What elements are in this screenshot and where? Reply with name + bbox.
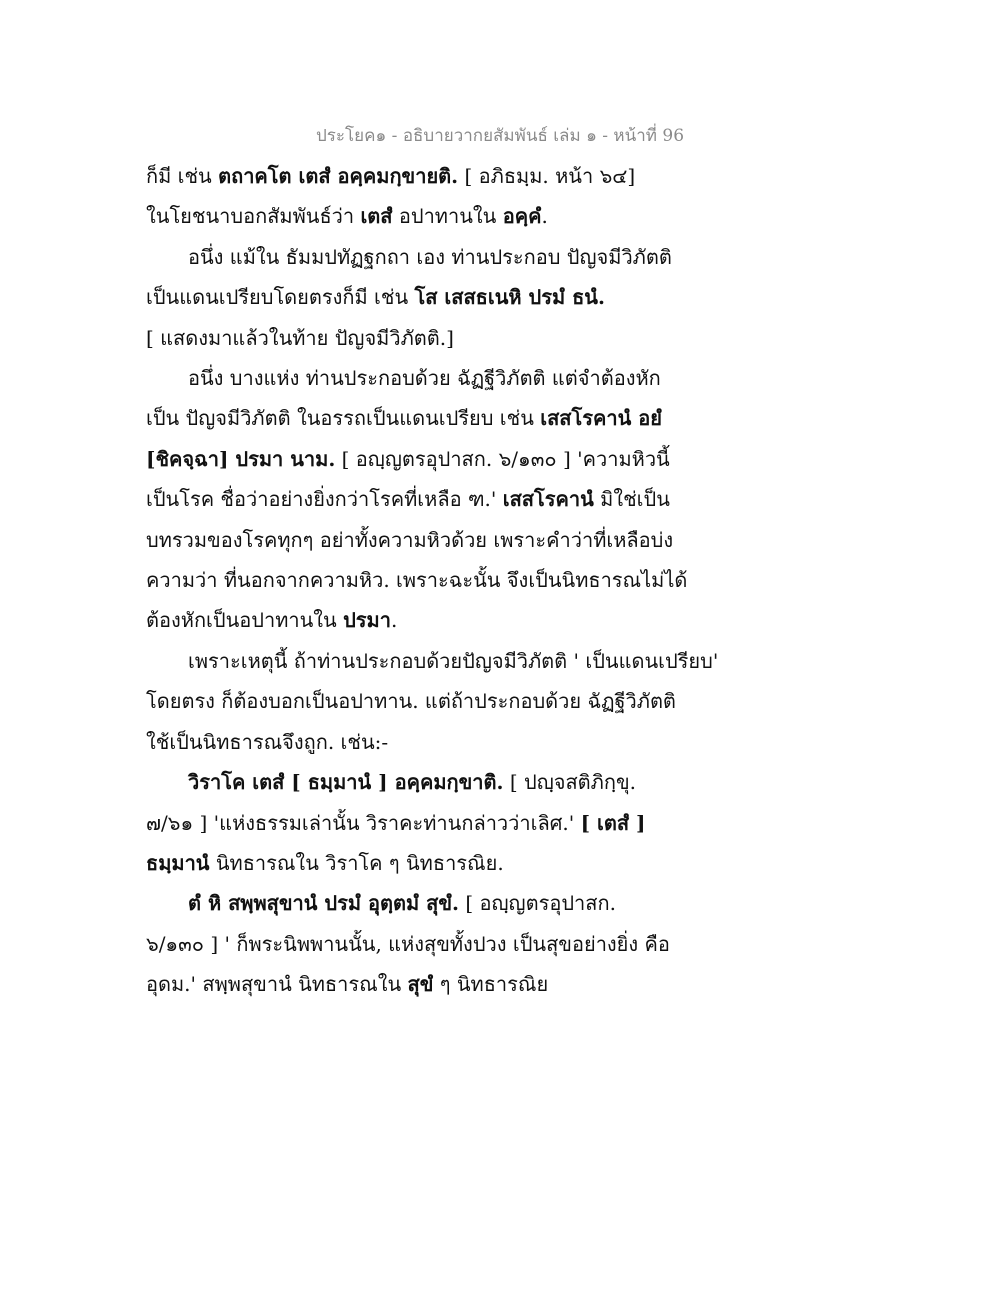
text-line bbox=[146, 641, 866, 681]
text-line bbox=[146, 520, 866, 560]
text-segment: [ ปญฺจสติภิกฺขุ. bbox=[503, 770, 636, 795]
text-segment: ในโยชนาบอกสัมพันธ์ว่า bbox=[146, 204, 361, 229]
text-line bbox=[146, 600, 866, 640]
bold-pali-text: เสสโรคานํ อยํ bbox=[540, 406, 662, 431]
bold-pali-text: วิราโค เตสํ [ ธมฺมานํ ] อคฺคมกฺขาติ. bbox=[188, 770, 504, 795]
text-line bbox=[146, 722, 866, 762]
text-line bbox=[146, 560, 866, 600]
text-segment: [ อญฺญตรอุปาสก. ๖/๑๓๐ ] 'ความหิวนี้ bbox=[335, 446, 670, 471]
text-line bbox=[146, 964, 866, 1004]
bold-pali-text: [ชิคจฺฉา] ปรมา นาม. bbox=[146, 446, 336, 471]
text-segment: ก็มี เช่น bbox=[146, 164, 219, 188]
bold-pali-text: โส เสสธเนหิ ปรมํ ธนํ. bbox=[414, 285, 605, 310]
text-segment: [ อภิธมฺม. หน้า ๖๔] bbox=[458, 164, 636, 188]
bold-pali-text: ปรมา bbox=[343, 608, 391, 633]
text-line bbox=[146, 681, 866, 721]
bold-pali-text: [ เตสํ ] bbox=[580, 810, 646, 835]
text-segment: ความว่า ที่นอกจากความหิว. เพราะฉะนั้น จึงเป็นนิทธารณไม่ได้ bbox=[146, 568, 688, 593]
text-line bbox=[146, 358, 866, 398]
text-segment: [ อญฺญตรอุปาสก. bbox=[458, 891, 616, 916]
bold-pali-text: เตสํ bbox=[360, 204, 393, 229]
text-segment: อปาทานใน bbox=[392, 204, 503, 229]
text-segment: อนึ่ง บางแห่ง ท่านประกอบด้วย ฉัฏฐีวิภัตติ แต่จำต้องหัก bbox=[188, 366, 661, 391]
text-line bbox=[146, 196, 866, 236]
text-segment: บทรวมของโรคทุกๆ อย่าทั้งความหิวด้วย เพราะคำว่าที่เหลือบ่ง bbox=[146, 527, 674, 552]
text-segment: เป็น ปัญจมีวิภัตติ ในอรรถเป็นแดนเปรียบ เช่น bbox=[146, 406, 541, 431]
text-segment: ต้องหักเป็นอปาทานใน bbox=[146, 608, 344, 633]
bold-pali-text: ธมฺมานํ bbox=[146, 850, 210, 875]
text-line bbox=[146, 479, 866, 519]
text-line bbox=[146, 803, 866, 843]
text-segment: เป็นโรค ชื่อว่าอย่างยิ่งกว่าโรคที่เหลือ ฑ.' bbox=[146, 487, 503, 512]
bold-pali-text: ตถาคโต เตสํ อคฺคมกฺขายติ. bbox=[218, 164, 459, 188]
text-segment: เป็นแดนเปรียบโดยตรงก็มี เช่น bbox=[146, 285, 415, 310]
bold-pali-text: อคฺคํ bbox=[502, 204, 542, 229]
text-line bbox=[146, 843, 866, 883]
text-segment: ใช้เป็นนิทธารณจึงถูก. เช่น:- bbox=[146, 729, 389, 754]
text-segment: โดยตรง ก็ต้องบอกเป็นอปาทาน. แต่ถ้าประกอบด้วย ฉัฏฐีวิภัตติ bbox=[146, 689, 676, 714]
text-segment: อุดม.' สพฺพสุขานํ นิทธารณใน bbox=[146, 972, 408, 997]
page-header bbox=[0, 122, 1000, 149]
text-line bbox=[146, 318, 866, 358]
bold-pali-text: สุขํ bbox=[407, 972, 434, 997]
text-line bbox=[146, 924, 866, 964]
text-segment: อนึ่ง แม้ใน ธัมมปทัฏฐกถา เอง ท่านประกอบ ปัญจมีวิภัตติ bbox=[188, 244, 672, 269]
text-segment: ๆ นิทธารณิย bbox=[433, 972, 549, 997]
text-segment: เพราะเหตุนี้ ถ้าท่านประกอบด้วยปัญจมีวิภัตติ ' เป็นแดนเปรียบ' bbox=[188, 648, 719, 673]
text-line bbox=[146, 762, 866, 802]
bold-pali-text: เสสโรคานํ bbox=[502, 487, 594, 512]
body-text bbox=[146, 156, 866, 1005]
text-segment: มิใช่เป็น bbox=[593, 487, 670, 512]
text-line bbox=[146, 883, 866, 923]
text-segment: ๖/๑๓๐ ] ' ก็พระนิพพานนั้น, แห่งสุขทั้งปวง เป็นสุขอย่างยิ่ง คือ bbox=[146, 931, 670, 956]
text-line bbox=[146, 156, 866, 196]
running-title: ประโยค๑ - อธิบายวากยสัมพันธ์ เล่ม ๑ - หน้าที่ 96 bbox=[315, 126, 685, 146]
text-line bbox=[146, 439, 866, 479]
text-segment: นิทธารณใน วิราโค ๆ นิทธารณิย. bbox=[209, 850, 504, 875]
text-line bbox=[146, 277, 866, 317]
text-line bbox=[146, 237, 866, 277]
text-segment: . bbox=[541, 204, 548, 229]
text-segment: ๗/๖๑ ] 'แห่งธรรมเล่านั้น วิราคะท่านกล่าวว่าเลิศ.' bbox=[146, 810, 581, 835]
bold-pali-text: ตํ หิ สพฺพสุขานํ ปรมํ อุตฺตมํ สุขํ. bbox=[188, 891, 459, 916]
text-line bbox=[146, 398, 866, 438]
text-segment: . bbox=[390, 608, 398, 633]
text-segment: [ แสดงมาแล้วในท้าย ปัญจมีวิภัตติ.] bbox=[146, 325, 454, 350]
